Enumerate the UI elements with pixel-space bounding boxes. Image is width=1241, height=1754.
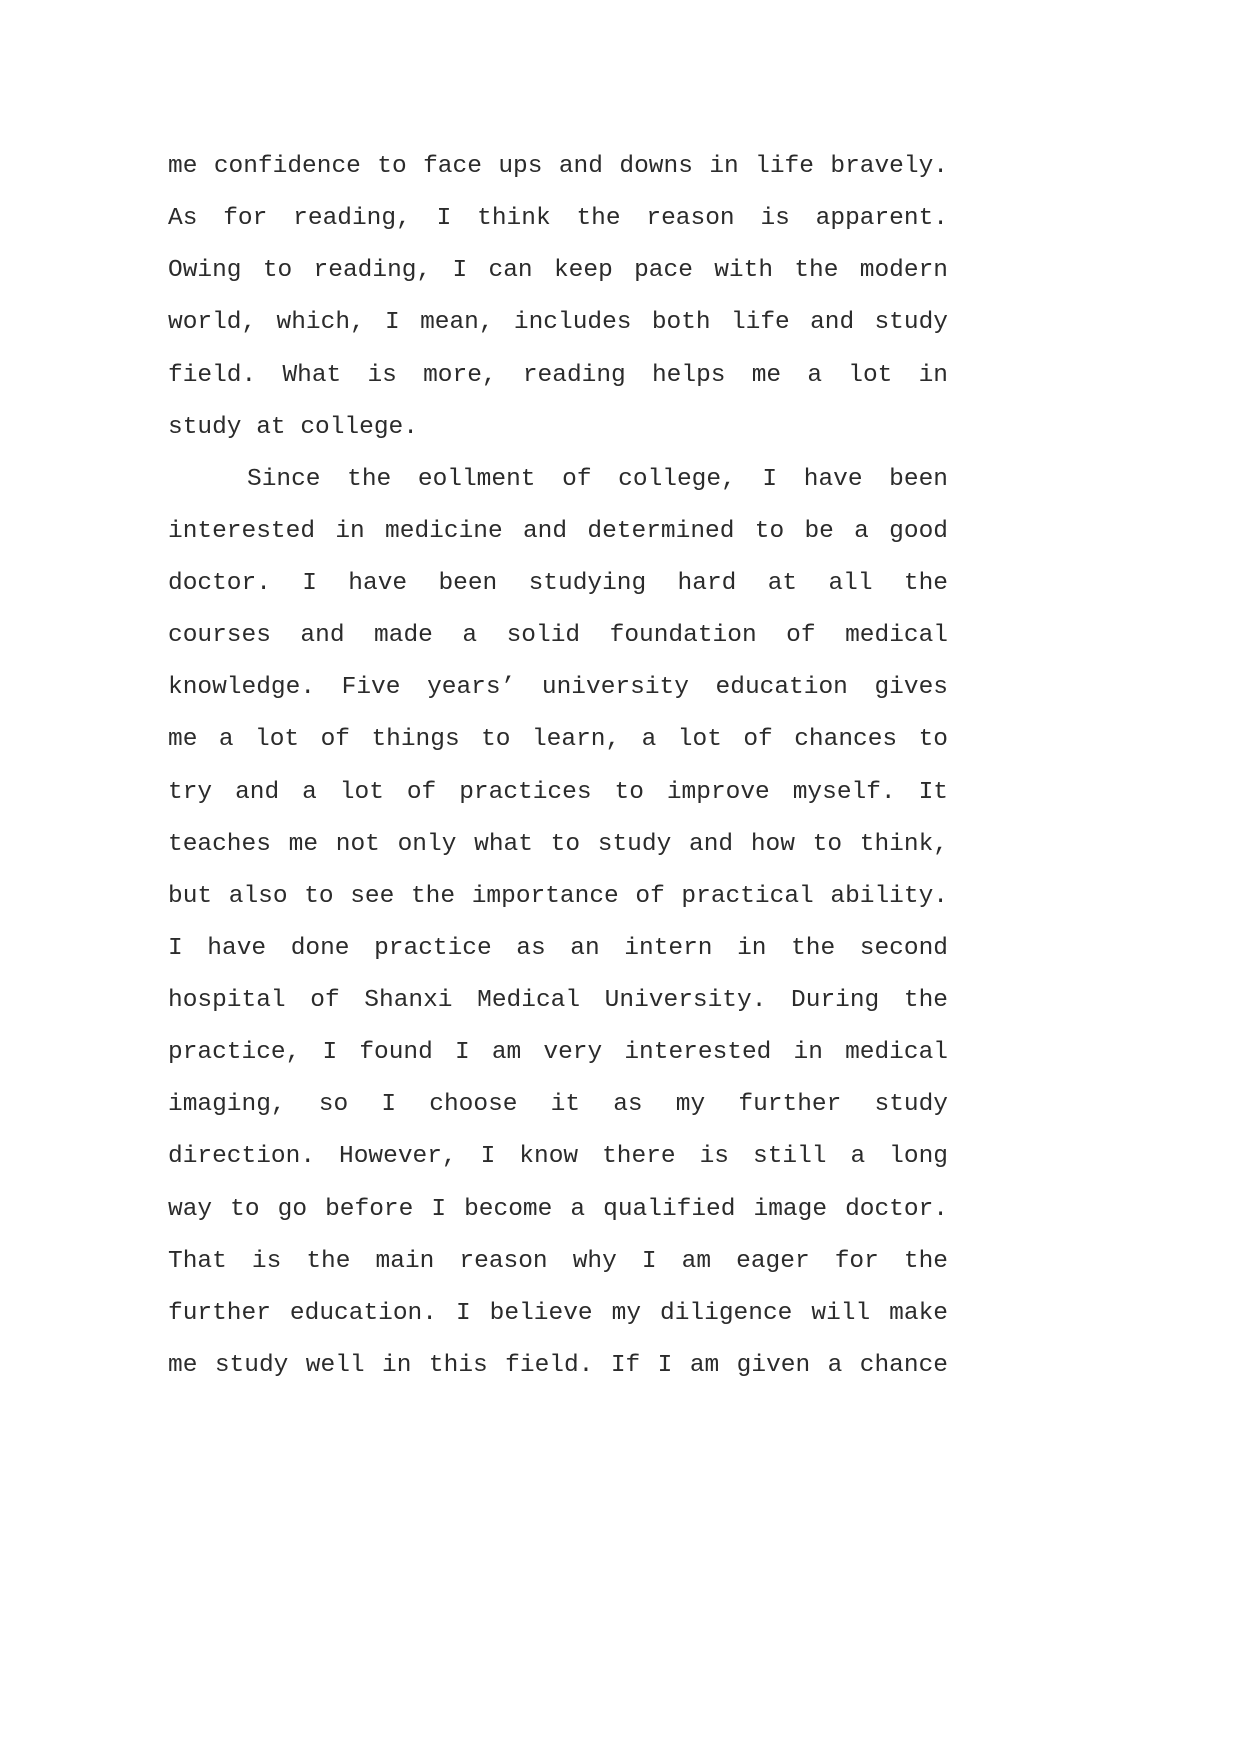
- text-line: direction. However, I know there is still a long: [168, 1143, 948, 1171]
- text-line: interested in medicine and determined to be a good: [168, 517, 948, 545]
- paragraph-start-line: Since the eollment of college, I have been: [247, 465, 948, 493]
- text-line: practice, I found I am very interested in medical: [168, 1039, 948, 1067]
- text-line: try and a lot of practices to improve myself. It: [168, 778, 948, 806]
- text-line: world, which, I mean, includes both life and study: [168, 309, 948, 337]
- text-line: imaging, so I choose it as my further study: [168, 1091, 948, 1119]
- text-line: That is the main reason why I am eager for the: [168, 1247, 948, 1275]
- text-line: teaches me not only what to study and how to think,: [168, 830, 948, 858]
- text-line: field. What is more, reading helps me a lot in: [168, 361, 948, 389]
- text-line: As for reading, I think the reason is apparent.: [168, 205, 948, 233]
- text-line: hospital of Shanxi Medical University. During the: [168, 987, 948, 1014]
- text-line: Owing to reading, I can keep pace with the modern: [168, 257, 948, 285]
- text-line: further education. I believe my diligence will make: [168, 1299, 948, 1327]
- text-line: doctor. I have been studying hard at all the: [168, 570, 948, 597]
- body-text: [168, 141, 948, 1392]
- text-line: courses and made a solid foundation of medical: [168, 622, 948, 650]
- text-line: me confidence to face ups and downs in life bravely.: [168, 153, 948, 180]
- text-line: me a lot of things to learn, a lot of chances to: [168, 726, 948, 754]
- text-line: but also to see the importance of practical ability.: [168, 882, 948, 910]
- text-line: me study well in this field. If I am given a chance: [168, 1351, 948, 1379]
- text-line: I have done practice as an intern in the second: [168, 934, 948, 962]
- text-line: way to go before I become a qualified image doctor.: [168, 1195, 948, 1223]
- text-line: knowledge. Five years’ university education gives: [168, 674, 948, 702]
- paragraph-end-line: study at college.: [168, 413, 418, 441]
